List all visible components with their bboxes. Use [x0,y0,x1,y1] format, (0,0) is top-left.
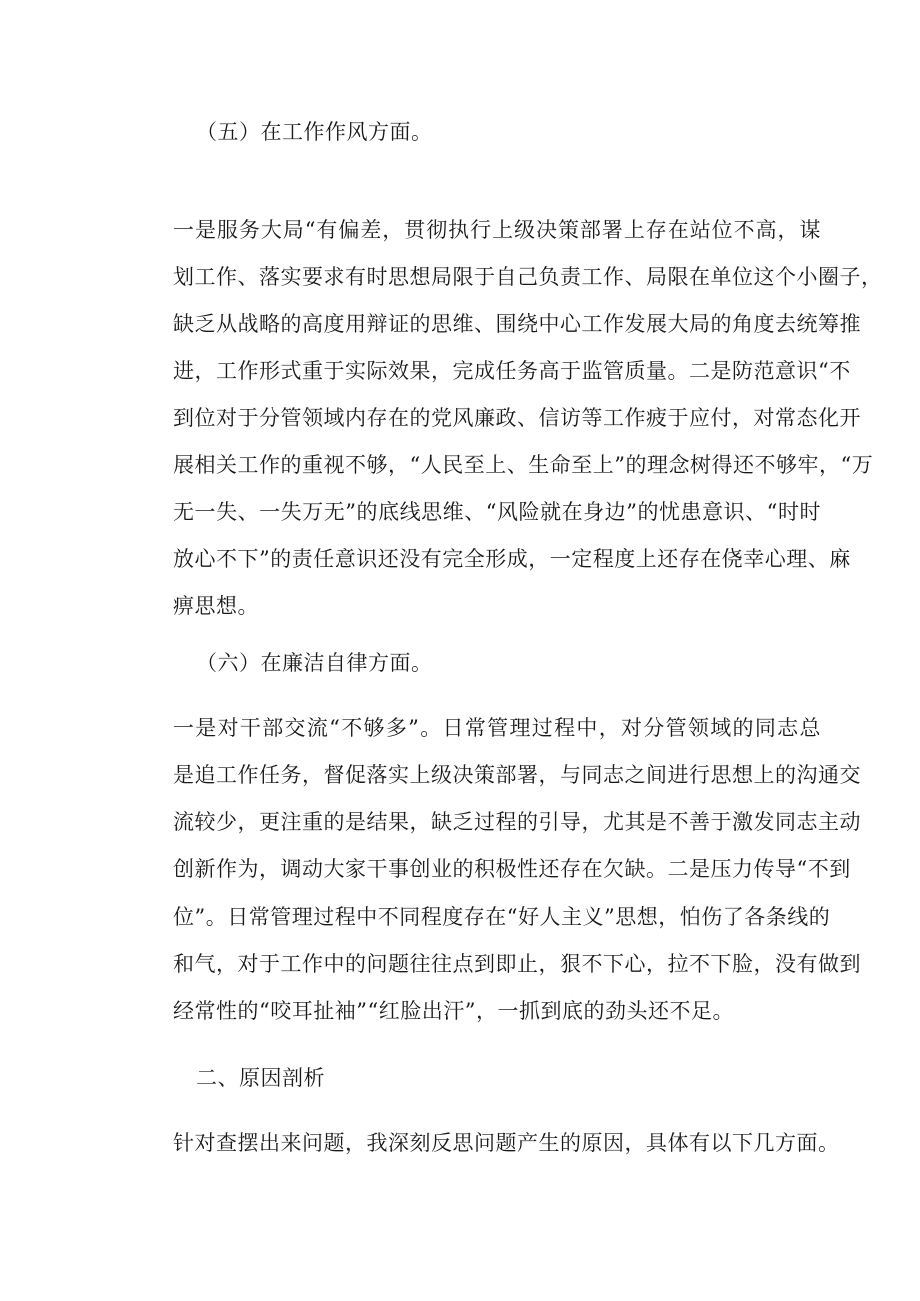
section-6-line-last: 经常性的“咬耳扯袖”“红脸出汗”，一抓到底的劲头还不足。 [173,999,734,1023]
section-5-line: 一是服务大局“有偏差，贯彻执行上级决策部署上存在站位不高，谋 [173,218,821,242]
section-5-line: 无一失、一失万无”的底线思维、“风险就在身边”的忧患意识、“时时 [173,500,821,524]
section-5-line: 缺乏从战略的高度用辩证的思维、围绕中心工作发展大局的角度去统筹推 [173,312,861,336]
section-5-line: 进，工作形式重于实际效果，完成任务高于监管质量。二是防范意识“不 [173,359,851,383]
section-6-line: 位”。日常管理过程中不同程度存在“好人主义”思想，怕伤了各条线的 [173,905,831,929]
section-6-line: 一是对干部交流“不够多”。日常管理过程中，对分管领域的同志总 [173,716,821,740]
section-5-line: 到位对于分管领域内存在的党风廉政、信访等工作疲于应付，对常态化开 [173,406,861,430]
section-5-line-last: 痹思想。 [173,594,259,618]
part-2-heading: 二、原因剖析 [196,1066,325,1090]
section-5-heading: （五）在工作作风方面。 [196,120,433,144]
section-6-line: 流较少，更注重的是结果，缺乏过程的引导，尤其是不善于激发同志主动 [173,810,861,834]
section-5-line: 放心不下”的责任意识还没有完全形成，一定程度上还存在侥幸心理、麻 [173,547,851,571]
section-6-line: 和气，对于工作中的问题往往点到即止，狠不下心，拉不下脸，没有做到 [173,952,861,976]
part-2-intro: 针对查摆出来问题，我深刻反思问题产生的原因，具体有以下几方面。 [173,1131,840,1155]
section-6-line: 创新作为，调动大家干事创业的积极性还存在欠缺。二是压力传导“不到 [173,857,851,881]
section-6-heading: （六）在廉洁自律方面。 [196,651,433,675]
section-6-line: 是追工作任务，督促落实上级决策部署，与同志之间进行思想上的沟通交 [173,763,861,787]
section-5-line: 划工作、落实要求有时思想局限于自己负责工作、局限在单位这个小圈子， [173,265,883,289]
section-5-line: 展相关工作的重视不够，“人民至上、生命至上”的理念树得还不够牢，“万 [173,453,874,477]
